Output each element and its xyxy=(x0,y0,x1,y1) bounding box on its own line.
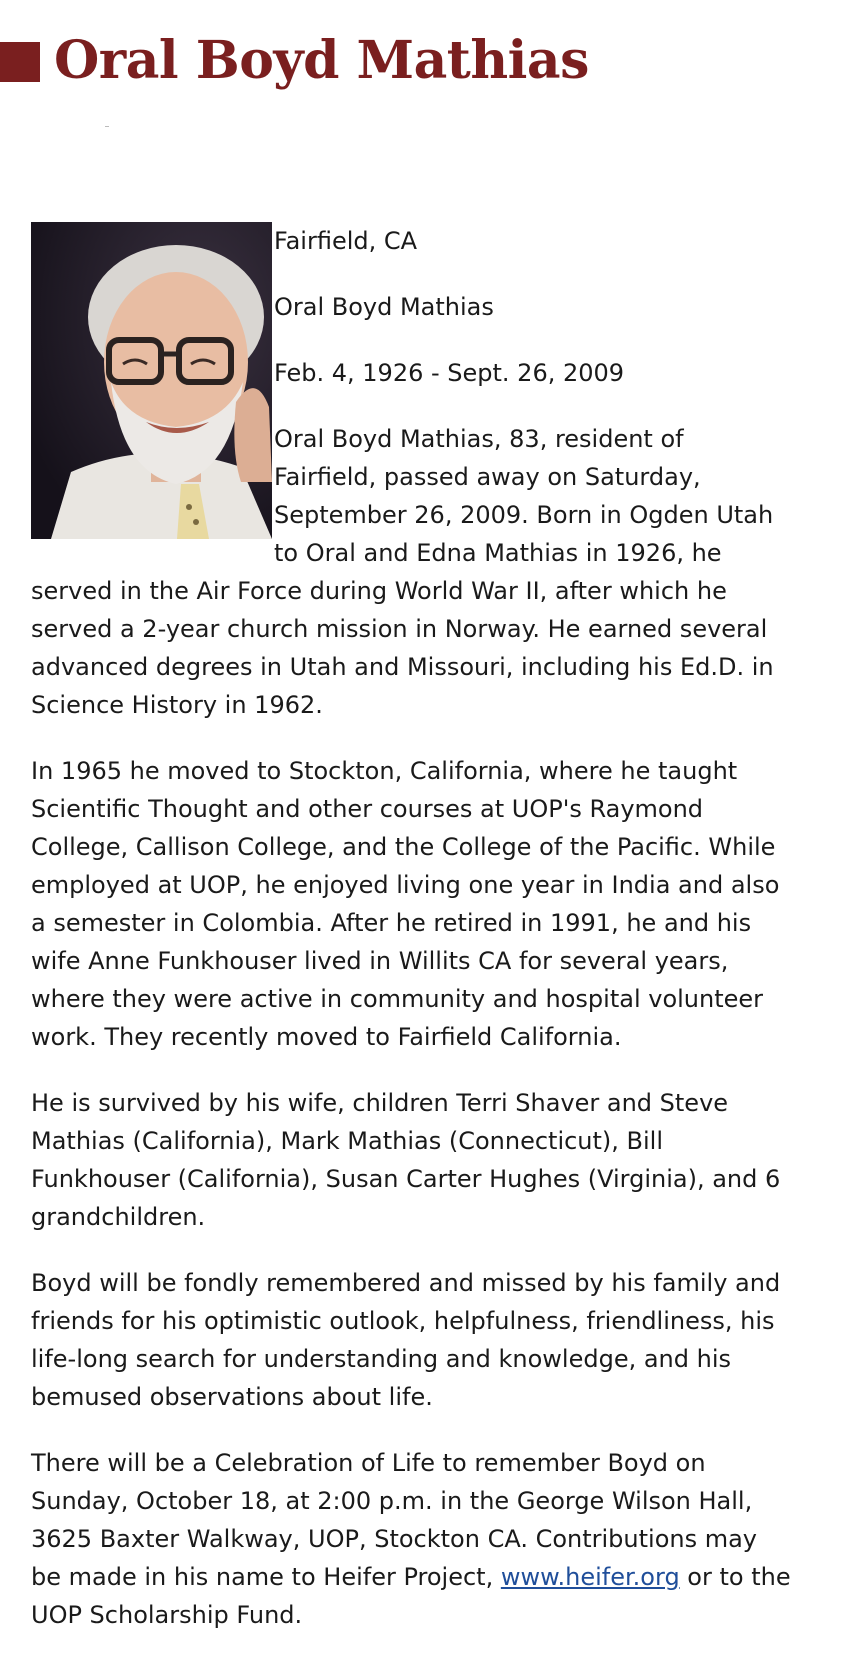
celebration-text-before: There will be a Celebration of Life to remember Boyd on Sunday, October 18, at 2:00 p.m. in the George Wilson Hall, 3625 Baxter Walkway, UOP, Stockton CA. Contributions may be made in his name to Heifer Project, xyxy=(31,1449,758,1591)
portrait-photo-icon xyxy=(31,222,272,539)
paragraph-celebration xyxy=(31,1444,791,1634)
page-header xyxy=(0,30,589,90)
paragraph-remembrance: Boyd will be fondly remembered and missed by his family and friends for his optimistic outlook, helpfulness, friendliness, his life-long search for understanding and knowledge, and his bemused observations about life. xyxy=(31,1269,781,1411)
paragraph-career: In 1965 he moved to Stockton, California, where he taught Scientific Thought and other courses at UOP's Raymond College, Callison College, and the College of the Pacific. While employed at UOP, he enjoyed living one year in India and also a semester in Colombia. After he retired in 1991, he and his wife Anne Funkhouser lived in Willits CA for several years, where they were active in community and hospital volunteer work. They recently moved to Fairfield California. xyxy=(31,757,780,1051)
heifer-link[interactable]: www.heifer.org xyxy=(500,1563,680,1591)
celebration-text-after: or to the UOP Scholarship Fund. xyxy=(31,1563,791,1629)
obituary-content xyxy=(31,222,791,1662)
life-dates: Feb. 4, 1926 - Sept. 26, 2009 xyxy=(274,359,625,387)
location-text: Fairfield, CA xyxy=(274,227,418,255)
portrait-photo xyxy=(31,222,272,539)
deceased-name: Oral Boyd Mathias xyxy=(274,293,494,321)
divider-mark xyxy=(105,126,109,127)
paragraph-biography: Oral Boyd Mathias, 83, resident of Fairfield, passed away on Saturday, September 26, 2009. Born in Ogden Utah to Oral and Edna Mathias in 1926, he served in the Air Force during World War II, after which he served a 2-year church mission in Norway. He earned several advanced degrees in Utah and Missouri, including his Ed.D. in Science History in 1962. xyxy=(31,425,774,719)
page-title: Oral Boyd Mathias xyxy=(54,29,589,91)
title-marker-square xyxy=(0,42,40,82)
paragraph-survivors: He is survived by his wife, children Terri Shaver and Steve Mathias (California), Mark Mathias (Connecticut), Bill Funkhouser (California), Susan Carter Hughes (Virginia), and 6 grandchildren. xyxy=(31,1089,781,1231)
